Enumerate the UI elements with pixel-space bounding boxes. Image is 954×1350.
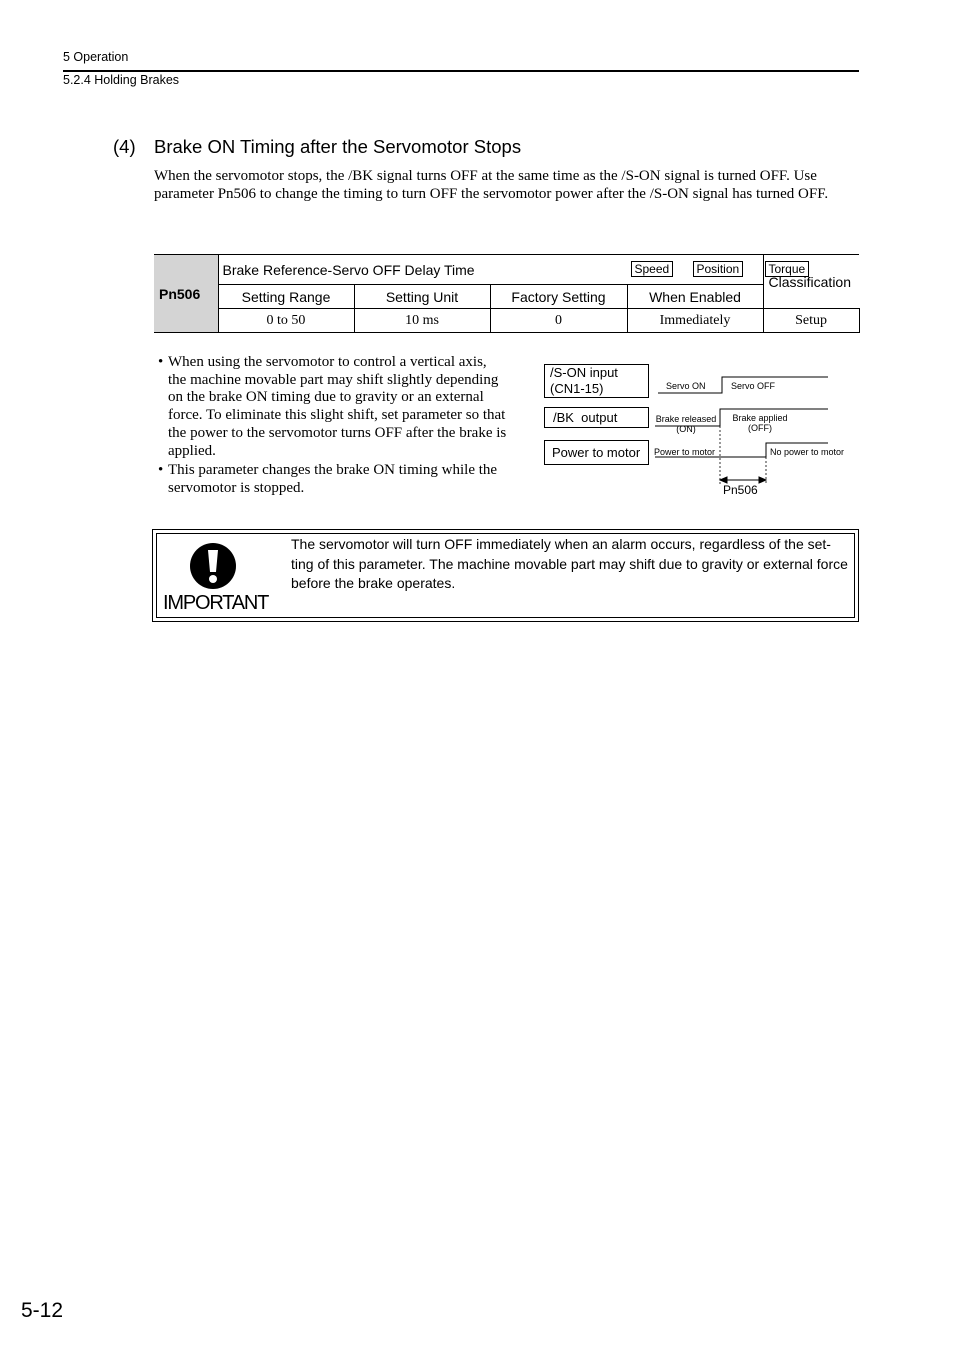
parameter-table (154, 254, 860, 333)
signal-label-power: Power to motor (544, 440, 649, 465)
section-header: 5.2.4 Holding Brakes (63, 73, 180, 87)
important-label: IMPORTANT (163, 592, 269, 614)
exclamation-icon (189, 542, 237, 590)
signal-label-son: /S-ON input (CN1-15) (544, 364, 649, 398)
header-setting-range: Setting Range (218, 285, 354, 309)
value-when-enabled: Immediately (627, 309, 763, 333)
header-setting-unit: Setting Unit (354, 285, 490, 309)
page-number: 5-12 (21, 1299, 64, 1322)
son-low-label: Servo ON (666, 381, 706, 391)
section-number: (4) (113, 136, 136, 157)
tag-position: Position (693, 261, 744, 277)
value-factory-setting: 0 (490, 309, 627, 333)
bk-low-label: Brake released (ON) (655, 414, 717, 434)
power-low-label: Power to motor (654, 447, 716, 457)
header-rule (63, 70, 859, 72)
tag-speed: Speed (631, 261, 674, 277)
header-when-enabled: When Enabled (627, 285, 763, 309)
param-name-cell (218, 255, 806, 285)
section-title: Brake ON Timing after the Servomotor Stops (154, 136, 522, 157)
signal-label-bk: /BK output (544, 407, 649, 428)
value-setting-range: 0 to 50 (218, 309, 354, 333)
bullet-text-2: This parameter changes the brake ON timing while the servomotor is stopped. (168, 462, 498, 496)
bullet-text-1: When using the servomotor to control a vertical axis, the machine movable part may shift slightly depending on the brake ON timing due to gravity or an external force. To eliminate this slight shift, set parameter so that the power to the servomotor turns OFF after the brake is applied. (168, 354, 507, 459)
header-factory-setting: Factory Setting (490, 285, 627, 309)
list-item: • This parameter changes the brake ON timing while the servomotor is stopped. (158, 462, 498, 496)
param-number: Pn506 (154, 255, 218, 333)
value-classification: Setup (763, 309, 859, 333)
bullet-list (158, 354, 508, 498)
bk-high-label: Brake applied (OFF) (732, 413, 788, 433)
delay-label: Pn506 (723, 483, 758, 497)
power-high-label: No power to motor (770, 447, 845, 457)
tag-torque: Torque (765, 261, 810, 277)
intro-paragraph: When the servomotor stops, the /BK signal turns OFF at the same time as the /S-ON signal is turned OFF. Use parameter Pn506 to change the timing to turn OFF the servomotor power after the /S-ON signal has turned OFF. (154, 168, 829, 202)
important-text: The servomotor will turn OFF immediately when an alarm occurs, regardless of the set-ting of this parameter. The machine movable part may shift due to gravity or external force before the brake operates. (291, 536, 848, 591)
list-item: • When using the servomotor to control a vertical axis, the machine movable part may shift slightly depending on the brake ON timing due to gravity or an external force. To eliminate this slight shift, set parameter so that the power to the servomotor turns OFF after the brake is applied. (158, 354, 507, 459)
son-high-label: Servo OFF (731, 381, 776, 391)
chapter-header: 5 Operation (63, 50, 129, 64)
param-name: Brake Reference-Servo OFF Delay Time (222, 261, 475, 278)
value-setting-unit: 10 ms (354, 309, 490, 333)
header-classification: Classification (763, 255, 859, 309)
